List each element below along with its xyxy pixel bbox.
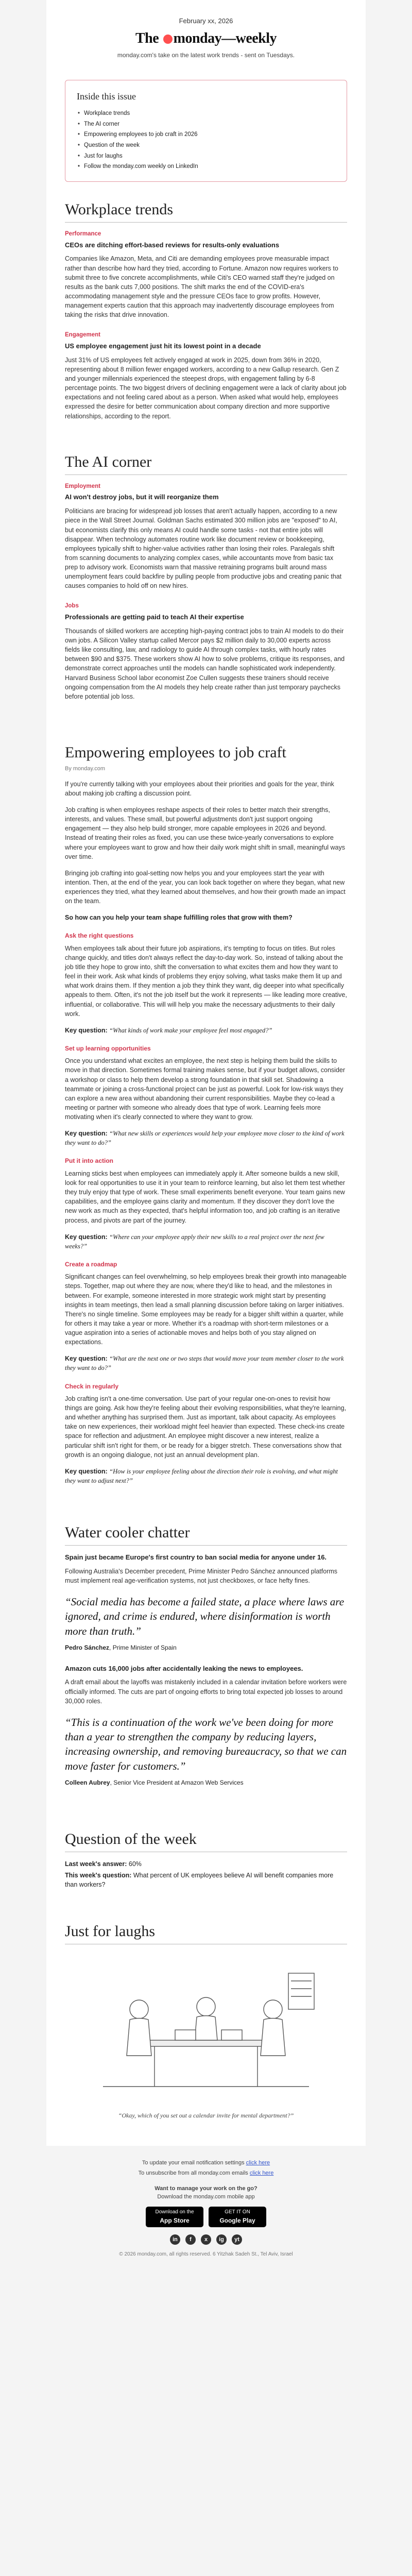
this-week-value: What percent of UK employees believe AI will benefit companies more than workers? [65, 1871, 334, 1888]
toc-item[interactable]: • Question of the week [77, 140, 335, 151]
quote-author-role: Prime Minister of Spain [112, 1644, 177, 1652]
tip-heading: Check in regularly [65, 1382, 119, 1390]
key-question [65, 1026, 347, 1035]
unsubscribe-link[interactable]: click here [249, 2170, 274, 2177]
article-body: Bringing job crafting into goal-setting now helps you and your employees start the year with intention. Then, at the end of the year, you can look back together on where they began, what new experiences they tried, what they learned about themselves, and how their growth made an impact on the team. [65, 869, 346, 905]
story-headline: Amazon cuts 16,000 jobs after accidentally leaking the news to employees. [65, 1664, 303, 1672]
x-icon[interactable]: x [201, 2234, 211, 2245]
key-question-label: Key question: [65, 1233, 108, 1241]
google-play-top: GET IT ON [225, 2209, 250, 2215]
article-kicker: Employment [65, 483, 101, 489]
article-body: Thousands of skilled workers are accepting high-paying contract jobs to train AI models to do their own jobs. A Silicon Valley startup called Mercor pays $2 million daily to 30,000 experts across fields like consulting, law, and radiology to guide AI through complex tasks, with hourly rates between $90 and $375. These workers show AI how to solve problems, critique its responses, and demonstrate correct approaches until the models can handle sophisticated work independently. Harvard Business School labor economist Zoe Cullen suggests these trainers should receive ongoing compensation from the AI models they help create rather than just temporary paychecks before potential job loss. [65, 627, 345, 700]
unsubscribe-line [57, 2170, 355, 2178]
article-body: Just 31% of US employees felt actively engaged at work in 2025, down from 36% in 2020, representing about 8 million fewer engaged workers, according to a new Gallup research. Gen Z and younger millennials experienced the steepest drops, with engagement falling by 6-8 percentage points. The two biggest drivers of declining engagement were a lack of clarity about job expectations and not feeling cared about as a person. When asked what would help, employees expressed the desire for better communication about company direction and more supportive relationships, according to the report. [65, 356, 347, 420]
key-question-text: “What new skills or experiences would help your employee move closer to the kind of work they want to do?” [65, 1130, 345, 1147]
key-question-text: “What kinds of work make your employee feel most engaged?” [109, 1026, 272, 1034]
app-promo-subtitle: Download the monday.com mobile app [157, 2194, 255, 2200]
quote-author: Pedro Sánchez [65, 1644, 110, 1652]
linkedin-icon[interactable]: in [170, 2234, 180, 2245]
workplace-trends-section [46, 200, 366, 421]
article-body: Job crafting is when employees reshape aspects of their roles to better match their strengths, interests, and values. These small, but powerful adjustments don't just support ongoing engagement — they also help build stronger, more capable employees in 2026 and beyond. Instead of treating their roles as fixed, you can use these twice-yearly conversations to explore where your employees want to grow and how their daily work might shift in small, meaningful ways over time. [65, 806, 345, 860]
issue-date: February xx, 2026 [179, 17, 233, 25]
this-week-label: This week's question: [65, 1871, 132, 1879]
tip-body: Learning sticks best when employees can immediately apply it. After someone builds a new skill, look for real opportunities to use it in your team to reinforce learning, but also let them test whether they truly enjoy that type of work. These small experiments benefit everyone. Your team gains new capabilities, and the employee gains clarity and momentum. If they discover they don't love the new work as much as they expected, that's helpful information too, and job crafting is an iterative process, and pivots are part of the journey. [65, 1170, 346, 1224]
section-title: The AI corner [65, 453, 152, 470]
section-title: Question of the week [65, 1830, 197, 1848]
toc-title: Inside this issue [77, 91, 136, 101]
article-kicker: Performance [65, 230, 101, 237]
article [65, 602, 347, 701]
table-of-contents [65, 80, 347, 182]
app-store-label: App Store [160, 2216, 190, 2224]
toc-item[interactable]: • The AI corner [77, 119, 335, 130]
this-week-question [65, 1871, 347, 1889]
key-question-label: Key question: [65, 1355, 108, 1363]
tagline: monday.com's take on the latest work trends - sent on Tuesdays. [117, 52, 295, 59]
article-headline: Professionals are getting paid to teach AI their expertise [65, 613, 244, 621]
youtube-icon[interactable]: yt [232, 2234, 242, 2245]
key-question [65, 1232, 347, 1251]
section-title: Water cooler chatter [65, 1524, 190, 1541]
brand-logo[interactable]: The monday—weekly [135, 30, 277, 46]
just-for-laughs-section [46, 1902, 366, 2146]
key-question [65, 1467, 347, 1485]
article-body: Companies like Amazon, Meta, and Citi are demanding employees prove measurable impact rather than describe how hard they tried, according to Fortune. Amazon now requires workers to submit three to five concrete accomplishments, while Citi's CEO warned staff they're judged on results as the bank cuts 7,000 positions. The shift marks the end of the COVID-era's accommodating management style and the pressure CEOs face to grow profits. However, management experts caution that this approach may inadvertently discourage employees from taking the risks that drive innovation. [65, 255, 338, 319]
tip-body: When employees talk about their future job aspirations, it's tempting to focus on titles. But roles change quickly, and titles don't always reflect the day-to-day work. So, instead of talking about the job title they hope to grow into, shift the conversation to what excites them and how they want to feel in their work. Ask what kinds of problems they enjoy solving, what tasks make them lit up and what work drains them. If they mention a job they think they want, dig deeper into what specifically appeals to them. Often, it's not the job itself but the work it represents — like leading more creative, influential, or collaborative. This will will help you make the necessary adjustments to their daily work. [65, 944, 347, 1018]
section-title: Workplace trends [65, 200, 173, 218]
newsletter-sheet [46, 0, 366, 2274]
divider [65, 474, 347, 475]
instagram-icon[interactable]: ig [216, 2234, 227, 2245]
quote-attribution: Colleen Aubrey, Senior Vice President at Amazon Web Services [65, 1779, 244, 1787]
tip-heading: Put it into action [65, 1157, 113, 1165]
footer [46, 2146, 366, 2274]
article-body: Politicians are bracing for widespread job losses that aren't actually happen, according to a new piece in the Wall Street Journal. Goldman Sachs estimated 300 million jobs are "exposed" to AI, but economists clarify this only means AI could handle some tasks - not that entire jobs will disappear. When technology automates routine work like document review or bookkeeping, employees typically shift to higher-value activities rather than losing their roles. Paralegals shift from scanning documents to analyzing complex cases, while accountants move from basic tax prep to advisory work. Economists warn that massive retraining programs built around mass unemployment fears could backfire by pulling people from productive jobs and creating panic that causes companies to hold off on new hires. [65, 507, 342, 590]
article-kicker: Jobs [65, 603, 79, 609]
app-store-badges [57, 2207, 355, 2227]
divider [65, 1545, 347, 1546]
app-store-button[interactable] [146, 2207, 203, 2227]
key-question [65, 1354, 347, 1372]
story-body: A draft email about the layoffs was mistakenly included in a calendar invitation before workers were officially informed. The cuts are part of ongoing efforts to bring total expected job losses to around 30,000 roles. [65, 1679, 347, 1705]
logo-prefix: The [135, 30, 159, 46]
key-question-label: Key question: [65, 1130, 108, 1138]
key-question-text: “Where can your employee apply their new skills to a real project over the next few weeks?” [65, 1233, 324, 1250]
toc-item[interactable]: • Workplace trends [77, 108, 335, 119]
article-kicker: Engagement [65, 332, 101, 338]
company-address: © 2026 monday.com, all rights reserved. 6 Yitzhak Sadeh St., Tel Aviv, Israel [119, 2251, 293, 2257]
quote-attribution: Pedro Sánchez, Prime Minister of Spain [65, 1644, 177, 1652]
social-links [57, 2234, 355, 2245]
pull-quote: “Social media has become a failed state, a place where laws are ignored, and crime is endured, where disinformation is worth more than truth.” [65, 1596, 345, 1637]
settings-link[interactable]: click here [246, 2160, 270, 2166]
guide-question: So how can you help your team shape fulfilling roles that grow with them? [65, 914, 293, 922]
article-headline: US employee engagement just hit its lowest point in a decade [65, 342, 261, 350]
story-headline: Spain just became Europe's first country to ban social media for anyone under 16. [65, 1553, 327, 1562]
article [65, 230, 347, 319]
quote-author-role: Senior Vice President at Amazon Web Services [113, 1779, 244, 1787]
logo-dot-icon [163, 35, 173, 44]
app-store-top: Download on the [155, 2209, 194, 2215]
logo-brand: monday [173, 30, 222, 46]
key-question-text: “What are the next one or two steps that would move your team member closer to the work they want to do?” [65, 1355, 344, 1372]
tip-heading: Ask the right questions [65, 932, 134, 940]
tip-body: Job crafting isn't a one-time conversation. Use part of your regular one-on-ones to revisit how things are going. Ask how they're feeling about their evolving responsibilities, what they're learning, and whether anything has surprised them. Just as important, talk about capacity. As employees take on new experiences, their workload might feel heavier than expected. These check-ins create space for reflection and adjustment. An employee might discover a new interest, realize a particular shift isn't right for them, or be ready for a bigger stretch. These conversations show that growth is an ongoing dialogue, not just an annual development plan. [65, 1395, 347, 1459]
quote-author: Colleen Aubrey [65, 1779, 110, 1787]
office-cartoon-illustration [82, 1953, 330, 2107]
pull-quote: “This is a continuation of the work we've been doing for more than a year to strengthen the company by reducing layers, increasing ownership, and removing bureaucracy, so that we can move faster for customers.” [65, 1716, 347, 1772]
ai-corner-section [46, 432, 366, 723]
job-craft-section [46, 723, 366, 1503]
article-body: If you're currently talking with your employees about their priorities and goals for the year, think about making job crafting a discussion point. [65, 780, 334, 797]
key-question-label: Key question: [65, 1467, 108, 1475]
article-byline: By monday.com [65, 765, 106, 772]
masthead [46, 0, 366, 70]
last-week-value: 60% [128, 1860, 142, 1868]
key-question-text: “How is your employee feeling about the direction their role is evolving, and what might they want to adjust next?” [65, 1467, 338, 1484]
unsubscribe-text: To unsubscribe from all monday.com emails [138, 2170, 248, 2177]
key-question [65, 1129, 347, 1147]
settings-line [57, 2159, 355, 2167]
divider [65, 222, 347, 223]
tip-body: Significant changes can feel overwhelming, so help employees break their growth into manageable steps. Together, map out where they are now, where they'd like to head, and the milestones in between. For example, someone interested in more strategic work might start by presenting insights in team meetings, then lead a small planning discussion before taking on larger initiatives. There's no single timeline. Some employees may be ready for a bigger shift within a quarter, while for others it may take a year or more. Whether it's a roadmap with short-term milestones or a vague aspiration into a series of actionable moves and helps both of you stay aligned on expectations. [65, 1273, 347, 1346]
key-question-label: Key question: [65, 1026, 108, 1034]
article [65, 331, 347, 420]
section-title: Empowering employees to job craft [65, 743, 286, 761]
toc-item[interactable]: • Follow the monday.com weekly on LinkedIn [77, 161, 335, 172]
section-title: Just for laughs [65, 1922, 155, 1940]
tip-heading: Set up learning opportunities [65, 1044, 151, 1052]
article-headline: AI won't destroy jobs, but it will reorganize them [65, 493, 219, 501]
water-cooler-section [46, 1503, 366, 1809]
settings-text: To update your email notification settings [142, 2160, 245, 2166]
toc-item[interactable]: • Just for laughs [77, 151, 335, 162]
question-of-week-section [46, 1809, 366, 1902]
cartoon-caption: “Okay, which of you set out a calendar invite for mental department?” [118, 2111, 294, 2119]
story-body: Following Australia's December precedent, Prime Minister Pedro Sánchez announced platforms must implement real age-verification systems, not just checkboxes, or face hefty fines. [65, 1567, 338, 1584]
last-week-answer [65, 1859, 347, 1869]
logo-suffix: weekly [235, 30, 277, 46]
article [65, 482, 347, 591]
article-headline: CEOs are ditching effort-based reviews for results-only evaluations [65, 241, 280, 249]
facebook-icon[interactable]: f [185, 2234, 196, 2245]
google-play-button[interactable] [209, 2207, 266, 2227]
tip-body: Once you understand what excites an employee, the next step is helping them build the skills to move in that direction. Sometimes formal training makes sense, but if your budget allows, consider a workshop or class to help them develop a strong foundation in that skill set. Shadowing a teammate or joining a cross-functional project can be just as powerful. Look for low-risk ways they can explore a new area without abandoning their current responsibilities. Maybe they co-lead a meeting or partner with someone who already does that type of work. Learning feels more motivating when it's clearly connected to where they want to grow. [65, 1057, 346, 1121]
last-week-label: Last week's answer: [65, 1860, 127, 1868]
app-promo-title: Want to manage your work on the go? [154, 2185, 258, 2192]
toc-item[interactable]: • Empowering employees to job craft in 2026 [77, 129, 335, 140]
tip-heading: Create a roadmap [65, 1260, 117, 1268]
google-play-label: Google Play [219, 2216, 255, 2224]
